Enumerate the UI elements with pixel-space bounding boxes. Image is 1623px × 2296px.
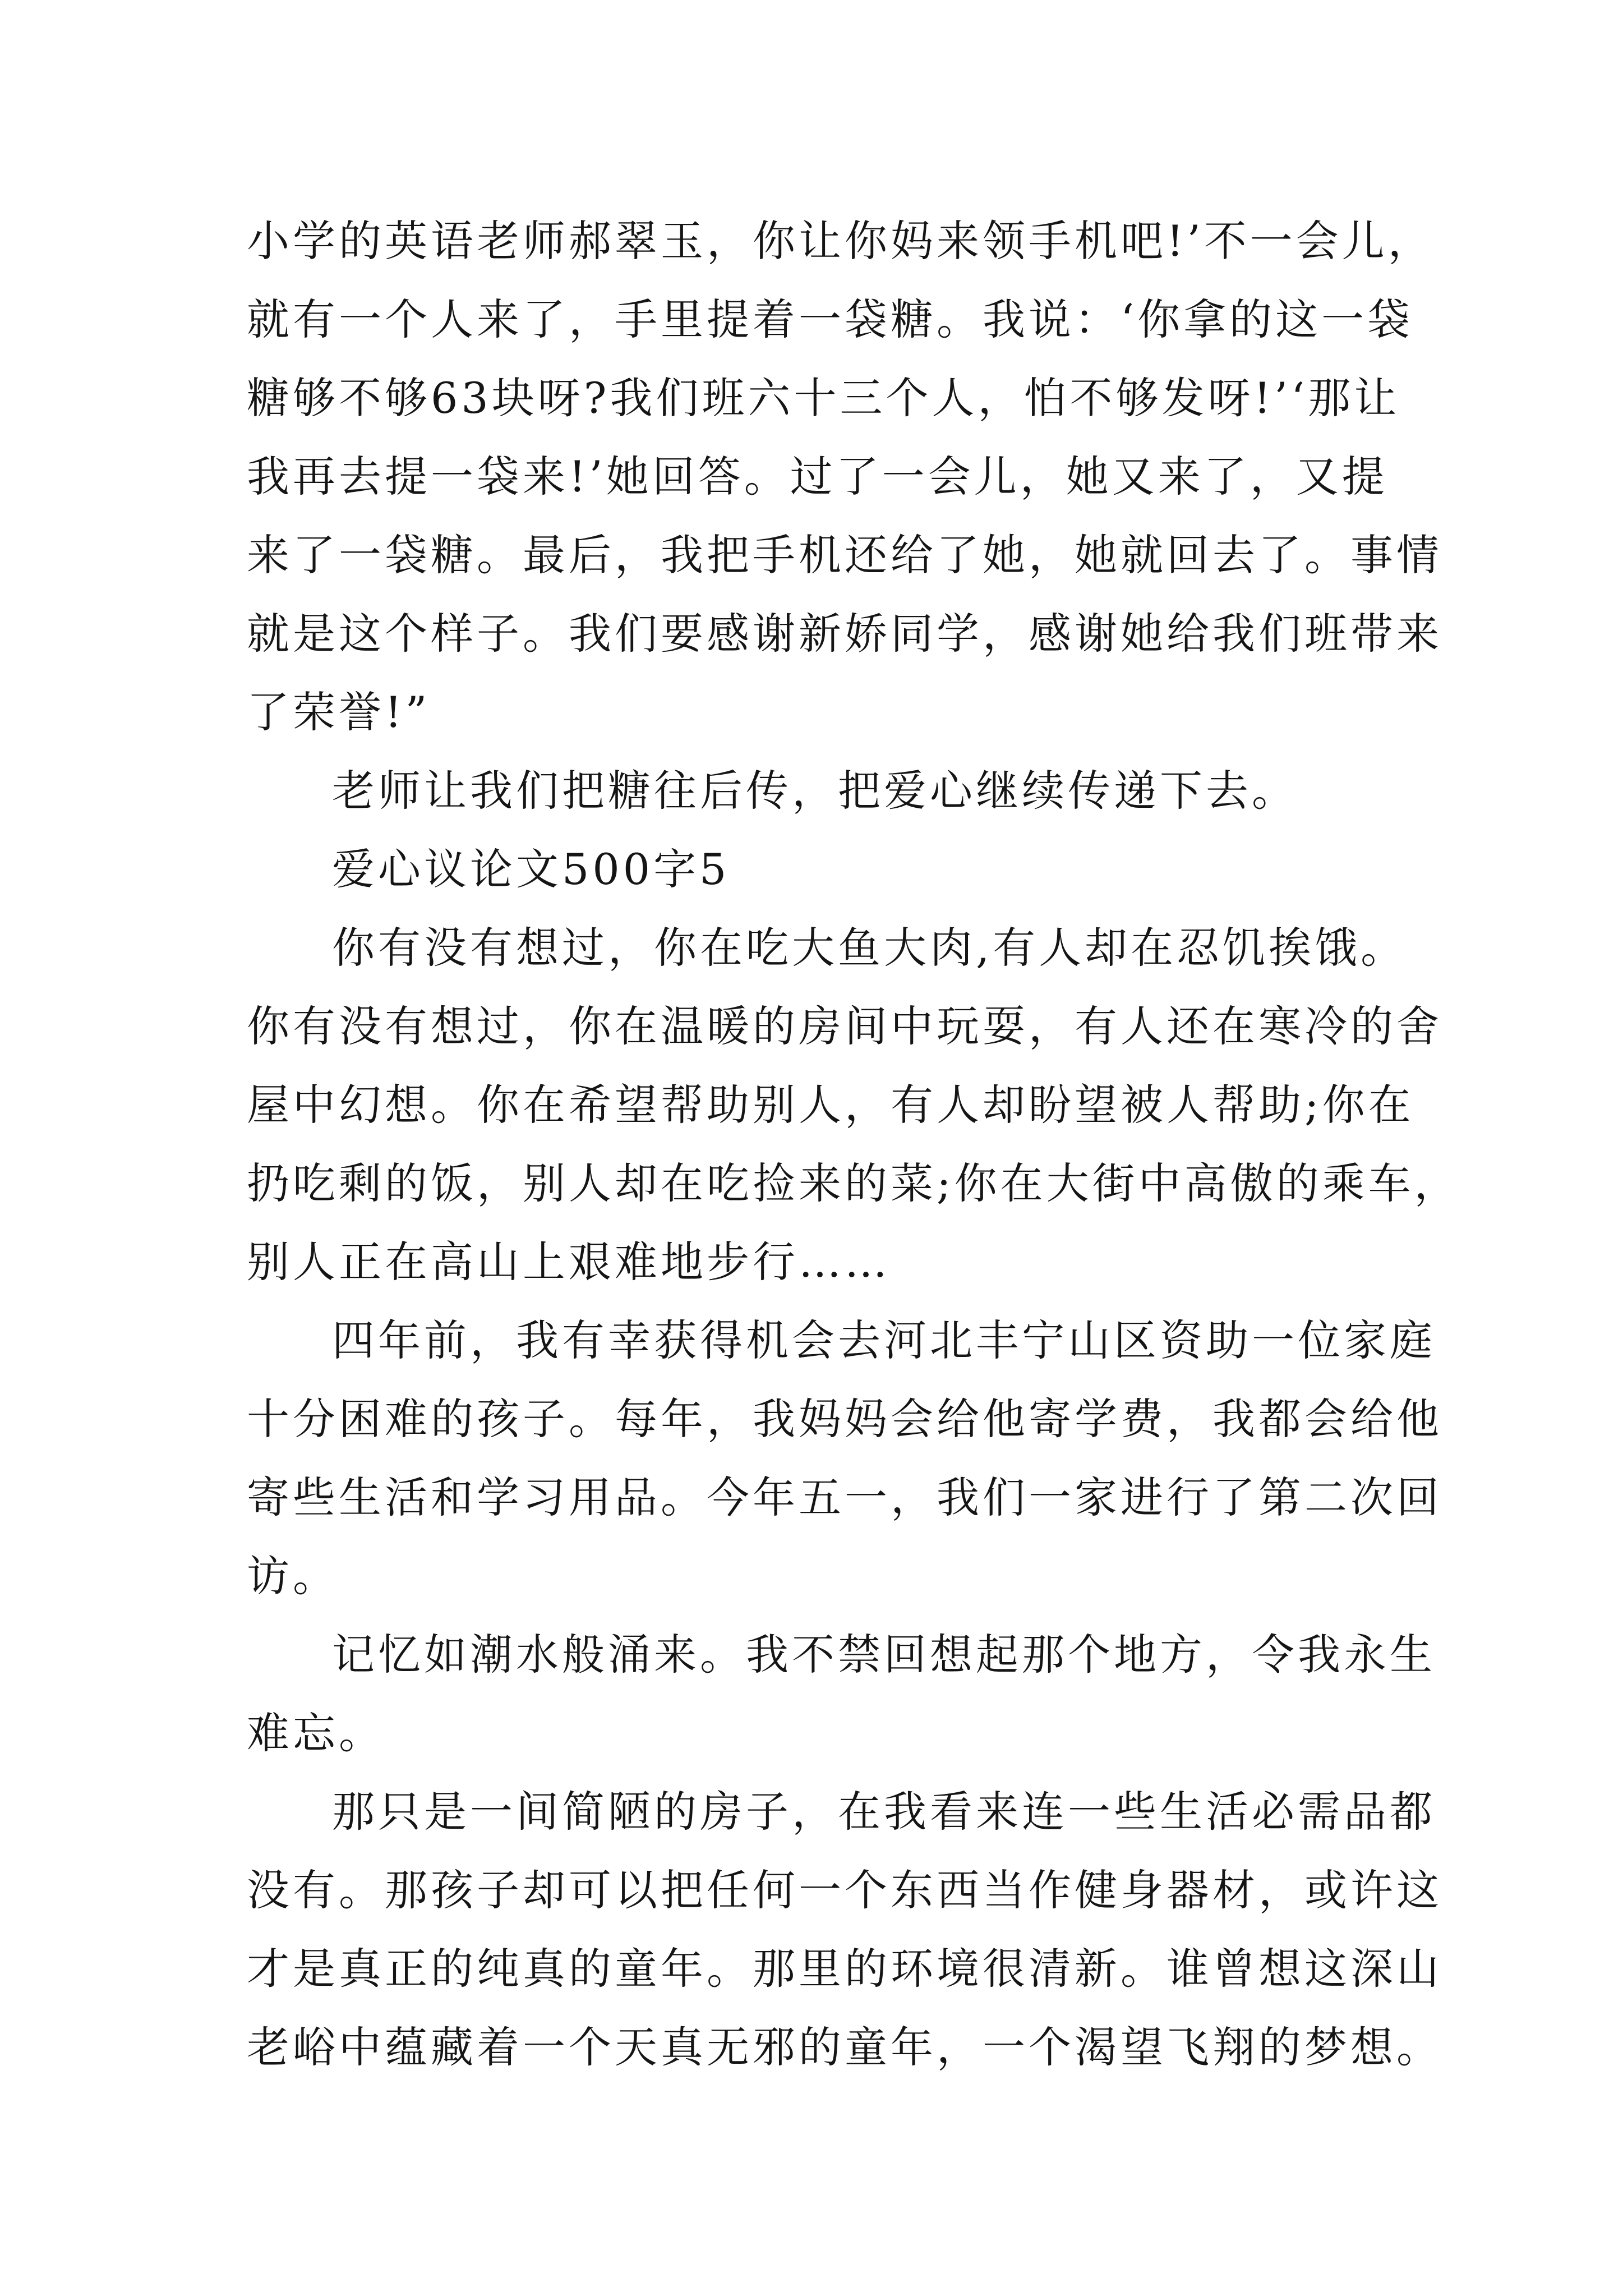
text-line: 别人正在高山上艰难地步行…… (247, 1237, 891, 1287)
text-line: 老峪中蕴藏着一个天真无邪的童年，一个渴望飞翔的梦想。 (247, 2022, 1442, 2072)
text-line: 我再去提一袋来!’她回答。过了一会儿，她又来了，又提 (247, 452, 1388, 501)
text-line: 才是真正的纯真的童年。那里的环境很清新。谁曾想这深山 (247, 1944, 1442, 1994)
text-line: 没有。那孩子却可以把任何一个东西当作健身器材，或许这 (247, 1865, 1442, 1915)
text-line: 那只是一间简陋的房子，在我看来连一些生活必需品都 (332, 1787, 1436, 1837)
text-line: 四年前，我有幸获得机会去河北丰宁山区资助一位家庭 (332, 1315, 1436, 1365)
text-line: 了荣誉!” (247, 687, 431, 737)
text-line: 小学的英语老师郝翠玉，你让你妈来领手机吧!’不一会儿， (247, 216, 1434, 266)
text-line: 糖够不够63块呀?我们班六十三个人，怕不够发呀!’‘那让 (247, 373, 1400, 423)
text-line: 就有一个人来了，手里提着一袋糖。我说：‘你拿的这一袋 (247, 295, 1414, 344)
text-line: 扔吃剩的饭，别人却在吃捡来的菜;你在大街中高傲的乘车， (247, 1158, 1460, 1208)
text-line: 你有没有想过，你在吃大鱼大肉,有人却在忍饥挨饿。 (332, 923, 1407, 973)
text-line: 来了一袋糖。最后，我把手机还给了她，她就回去了。事情 (247, 530, 1442, 580)
text-line: 记忆如潮水般涌来。我不禁回想起那个地方，令我永生 (332, 1630, 1436, 1680)
text-line: 访。 (247, 1551, 339, 1601)
text-line: 难忘。 (247, 1708, 385, 1758)
text-line: 寄些生活和学习用品。今年五一，我们一家进行了第二次回 (247, 1473, 1442, 1522)
text-line: 你有没有想过，你在温暖的房间中玩耍，有人还在寒冷的舍 (247, 1001, 1442, 1051)
text-line: 十分困难的孩子。每年，我妈妈会给他寄学费，我都会给他 (247, 1394, 1442, 1444)
text-line: 就是这个样子。我们要感谢新娇同学，感谢她给我们班带来 (247, 609, 1442, 659)
section-heading: 爱心议论文500字5 (332, 844, 730, 894)
text-line: 屋中幻想。你在希望帮助别人，有人却盼望被人帮助;你在 (247, 1080, 1414, 1130)
text-line: 老师让我们把糖往后传，把爱心继续传递下去。 (332, 766, 1298, 816)
